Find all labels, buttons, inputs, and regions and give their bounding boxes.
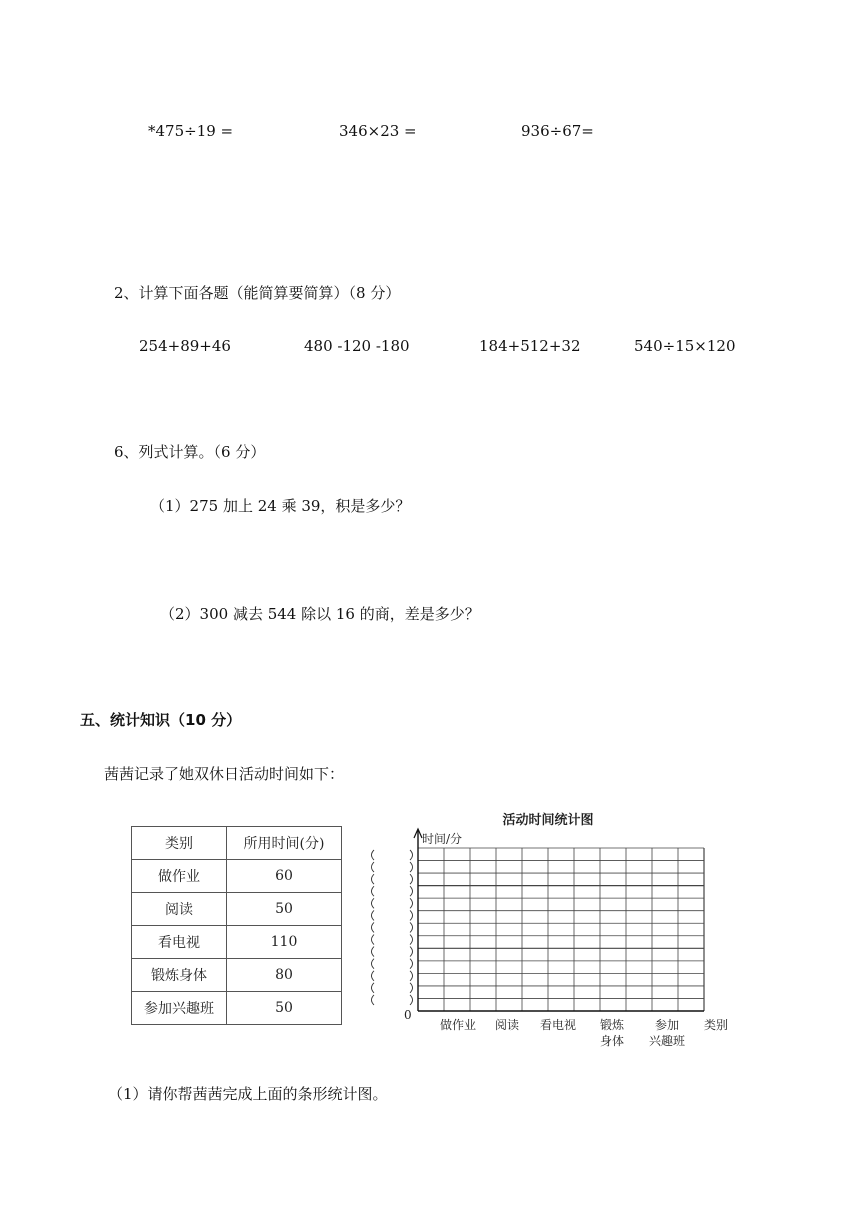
blank-bracket-left bbox=[372, 850, 375, 860]
q2-expression-4: 540÷15×120 bbox=[634, 337, 736, 355]
x-axis-label: 类别 bbox=[703, 1018, 729, 1032]
x-tick-label: 看电视 bbox=[539, 1018, 577, 1032]
table-cell-time: 50 bbox=[227, 893, 342, 926]
table-row bbox=[132, 926, 342, 959]
q2-expression-2: 480 -120 -180 bbox=[304, 337, 410, 355]
section-5-intro: 茜茜记录了她双休日活动时间如下： bbox=[104, 765, 345, 783]
blank-bracket-right bbox=[410, 862, 413, 872]
table-header-category: 类别 bbox=[132, 827, 227, 860]
blank-bracket-right bbox=[410, 959, 413, 969]
blank-bracket-right bbox=[410, 898, 413, 908]
activity-time-table bbox=[131, 826, 342, 1025]
q6-item-1: （1）275 加上 24 乘 39，积是多少？ bbox=[150, 497, 411, 515]
blank-bracket-right bbox=[410, 922, 413, 932]
x-tick-labels bbox=[440, 1017, 685, 1048]
blank-bracket-left bbox=[372, 910, 375, 920]
x-tick-label: 锻炼 bbox=[599, 1018, 625, 1032]
blank-bracket-right bbox=[410, 874, 413, 884]
blank-bracket-left bbox=[372, 959, 375, 969]
blank-bracket-left bbox=[372, 971, 375, 981]
blank-bracket-right bbox=[410, 886, 413, 896]
table-header-row bbox=[132, 827, 342, 860]
table-cell-time: 110 bbox=[227, 926, 342, 959]
table-row bbox=[132, 860, 342, 893]
blank-bracket-right bbox=[410, 935, 413, 945]
blank-brackets bbox=[372, 850, 413, 1005]
y-axis-label: 时间/分 bbox=[422, 832, 463, 846]
q6-item-2: （2）300 减去 544 除以 16 的商，差是多少？ bbox=[160, 605, 480, 623]
table-cell-category: 参加兴趣班 bbox=[132, 992, 227, 1025]
chart-title: 活动时间统计图 bbox=[502, 813, 594, 828]
table-cell-time: 80 bbox=[227, 959, 342, 992]
section-5-title: 五、统计知识（10 分） bbox=[80, 711, 242, 729]
origin-label: 0 bbox=[404, 1008, 412, 1022]
blank-bracket-right bbox=[410, 910, 413, 920]
chart-axes bbox=[414, 829, 704, 1011]
blank-bracket-left bbox=[372, 862, 375, 872]
blank-bracket-right bbox=[410, 983, 413, 993]
blank-bracket-left bbox=[372, 874, 375, 884]
x-tick-label: 身体 bbox=[599, 1034, 625, 1048]
table-cell-category: 做作业 bbox=[132, 860, 227, 893]
table-row bbox=[132, 992, 342, 1025]
section-5-question-1: （1）请你帮茜茜完成上面的条形统计图。 bbox=[108, 1085, 388, 1103]
activity-time-chart bbox=[362, 808, 742, 1053]
blank-bracket-left bbox=[372, 995, 375, 1005]
blank-bracket-left bbox=[372, 922, 375, 932]
blank-bracket-left bbox=[372, 898, 375, 908]
expression-2: 346×23 = bbox=[339, 122, 417, 140]
table-cell-time: 50 bbox=[227, 992, 342, 1025]
x-tick-label: 兴趣班 bbox=[648, 1034, 686, 1048]
x-tick-label: 阅读 bbox=[494, 1018, 520, 1032]
q2-expression-3: 184+512+32 bbox=[479, 337, 581, 355]
table-header-time: 所用时间(分) bbox=[227, 827, 342, 860]
question-2-title: 2、计算下面各题（能简算要简算）（8 分） bbox=[114, 284, 401, 302]
table-cell-category: 看电视 bbox=[132, 926, 227, 959]
blank-bracket-right bbox=[410, 995, 413, 1005]
x-tick-label: 做作业 bbox=[439, 1018, 477, 1032]
chart-grid bbox=[418, 848, 704, 1011]
blank-bracket-right bbox=[410, 947, 413, 957]
q2-expression-1: 254+89+46 bbox=[139, 337, 231, 355]
expression-1: *475÷19 = bbox=[148, 122, 234, 140]
table-cell-time: 60 bbox=[227, 860, 342, 893]
expression-3: 936÷67= bbox=[521, 122, 594, 140]
x-tick-label: 参加 bbox=[654, 1018, 680, 1032]
blank-bracket-left bbox=[372, 947, 375, 957]
question-6-title: 6、列式计算。（6 分） bbox=[114, 443, 266, 461]
blank-bracket-left bbox=[372, 886, 375, 896]
table-row bbox=[132, 959, 342, 992]
blank-bracket-left bbox=[372, 983, 375, 993]
table-cell-category: 阅读 bbox=[132, 893, 227, 926]
table-row bbox=[132, 893, 342, 926]
blank-bracket-right bbox=[410, 850, 413, 860]
table-cell-category: 锻炼身体 bbox=[132, 959, 227, 992]
blank-bracket-right bbox=[410, 971, 413, 981]
blank-bracket-left bbox=[372, 935, 375, 945]
